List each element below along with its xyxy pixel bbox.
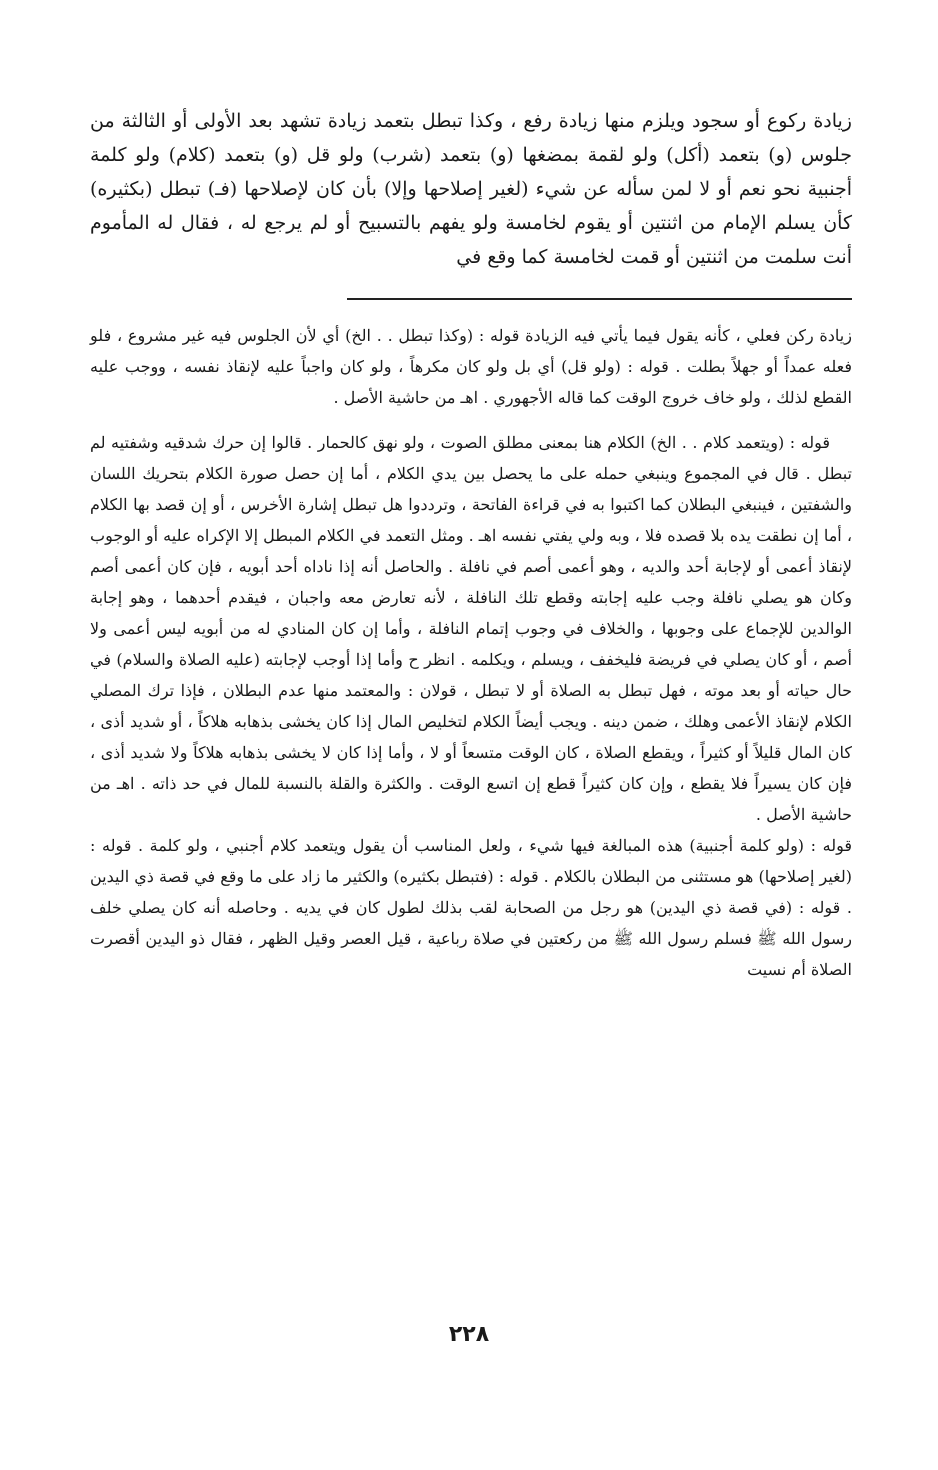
main-paragraph: زيادة ركوع أو سجود ويلزم منها زيادة رفع ، وكذا تبطل بتعمد زيادة تشهد بعد الأولى أو الثالثة من جلوس (و) بتعمد (أكل) ولو لقمة بمضغها (و) بتعمد (شرب) ولو قل (و) بتعمد (كلام) ولو كلمة أجنبية نحو نعم أو لا لمن سأله عن شيء (لغير إصلاحها وإلا) بأن كان لإصلاحها (فـ) تبطل (بكثيره) كأن يسلم الإمام من اثنتين أو يقوم لخامسة ولو يفهم بالتسبيح أو لم يرجع له ، فقال له المأموم أنت سلمت من اثنتين أو قمت لخامسة كما وقع في	[90, 110, 852, 268]
footnote-block	[90, 320, 852, 985]
footnote-paragraph-3: قوله : (ولو كلمة أجنبية) هذه المبالغة فيها شيء ، ولعل المناسب أن يقول ويتعمد كلام أجنبي ، ولو كلمة . قوله : (لغير إصلاحها) هو مستثنى من البطلان بالكلام . قوله : (فتبطل بكثيره) والكثير ما زاد على ما وقع في قصة ذي اليدين . قوله : (في قصة ذي اليدين) هو رجل من الصحابة لقب بذلك لطول كان في يديه . وحاصله أنه كان يصلي خلف رسول الله ﷺ فسلم رسول الله ﷺ من ركعتين في صلاة رباعية ، قيل العصر وقيل الظهر ، فقال ذو اليدين أقصرت الصلاة أم نسيت	[89, 836, 853, 979]
main-text-block	[90, 104, 852, 274]
document-page	[90, 104, 852, 985]
page-number: ٢٢٨	[448, 1322, 490, 1347]
footnote-paragraph-2: قوله : (ويتعمد كلام . . الخ) الكلام هنا بمعنى مطلق الصوت ، ولو نهق كالحمار . قالوا إن حرك شدقيه وشفتيه لم تبطل . قال في المجموع وينبغي حمله على ما يحصل بين يدي الكلام ، أما إن حصل صورة الكلام بتحريك اللسان والشفتين ، فينبغي البطلان كما اكتبوا به في قراءة الفاتحة ، وترددوا هل تبطل إشارة الأخرس ، أو إن قصد بها الكلام ، أما إن نطقت يده بلا قصده فلا ، وبه ولي يفتي نفسه اهـ . ومثل التعمد في الكلام المبطل إلا الإكراه عليه أو الوجوب لإنقاذ أعمى أو لإجابة أحد والديه ، وهو أعمى أصم في نافلة . والحاصل أنه إذا ناداه أحد أبويه ، فإن كان أعمى أصم وكان هو يصلي نافلة وجب عليه إجابته وقطع تلك النافلة ، لأنه تعارض معه واجبان ، فيقدم أحدهما ، وهو إجابة الوالدين للإجماع على وجوبها ، والخلاف في وجوب إتمام النافلة ، وأما إن كان المنادي له من أبويه ليس أعمى ولا أصم ، أو كان يصلي في فريضة فليخفف ، ويسلم ، ويكلمه . انظر ح وأما إذا أوجب لإجابته (عليه الصلاة والسلام) في حال حياته أو بعد موته ، فهل تبطل به الصلاة أو لا تبطل ، قولان : والمعتمد منها عدم البطلان ، فإذا ترك المصلي الكلام لإنقاذ الأعمى وهلك ، ضمن دينه . ويجب أيضاً الكلام لتخليص المال إذا كان يخشى بذهابه هلاكاً ، أو شديد أذى ، كان المال قليلاً أو كثيراً ، ويقطع الصلاة ، كان الوقت متسعاً أو لا ، وأما إذا كان لا يخشى بذهابه هلاكاً ولا شديد أذى ، فإن كان يسيراً فلا يقطع ، وإن كان كثيراً قطع إن اتسع الوقت . والكثرة والقلة بالنسبة للمال في حد ذاته . اهـ من حاشية الأصل .	[90, 433, 853, 824]
footnote-paragraph-1: زيادة ركن فعلي ، كأنه يقول فيما يأتي فيه الزيادة قوله : (وكذا تبطل . . الخ) أي لأن الجلوس فيه غير مشروع ، فلو فعله عمداً أو جهلاً بطلت . قوله : (ولو قل) أي بل ولو كان مكرهاً ، ولو كان واجباً عليه لإنقاذ نفسه ، ووجب عليه القطع لذلك ، ولو خاف خروج الوقت كما قاله الأجهوري . اهـ من حاشية الأصل .	[90, 326, 852, 407]
footnote-divider	[347, 298, 852, 300]
